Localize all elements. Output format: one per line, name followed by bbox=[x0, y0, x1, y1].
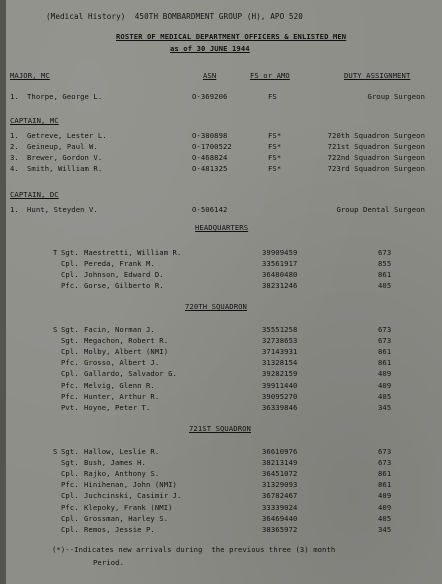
sq721-row-rank: Sgt. bbox=[61, 458, 79, 468]
sq721-row-rank: Pfc. bbox=[61, 502, 79, 512]
sq721-row-name: Hallow, Leslie R. bbox=[84, 447, 160, 456]
sq720-row-rank: Sgt. bbox=[61, 325, 79, 334]
section-captain-mc: CAPTAIN, MC bbox=[10, 116, 59, 125]
hq-row-mos: 855 bbox=[378, 259, 392, 268]
sq720-row-asn: 37143931 bbox=[262, 347, 298, 357]
sq721-row-mos: 345 bbox=[378, 524, 392, 534]
sq721-row-rank: Cpl. bbox=[61, 491, 79, 501]
sq720-row-asn: 36339846 bbox=[262, 402, 298, 412]
officer-number: 1. bbox=[10, 131, 19, 140]
document-header: (Medical History) 450TH BOMBARDMENT GROUP (H), APO 520 bbox=[46, 12, 303, 21]
sq720-row-name: Gallardo, Salvador G. bbox=[84, 369, 177, 379]
officer-asn: O-380898 bbox=[192, 131, 228, 140]
officer-fs: FS* bbox=[268, 153, 282, 162]
roster-title: ROSTER OF MEDICAL DEPARTMENT OFFICERS & ENLISTED MEN bbox=[116, 32, 347, 41]
officer-asn: O-369206 bbox=[192, 92, 228, 101]
sq720-row-rank: Sgt. bbox=[61, 336, 79, 346]
sq720-row-name: Grosso, Albert J. bbox=[84, 358, 160, 368]
sq721-row-name: Remos, Jessie P. bbox=[84, 524, 155, 534]
sq721-row-asn: 38213149 bbox=[262, 458, 298, 468]
sq720-row-mos: 409 bbox=[378, 380, 392, 390]
officer-duty: 721st Squadron Surgeon bbox=[327, 142, 425, 151]
sq721-row-rank: Cpl. bbox=[61, 513, 79, 523]
sq721-row-mos: 673 bbox=[378, 447, 392, 456]
sq720-row-name: Megachon, Robert R. bbox=[84, 336, 169, 346]
section-major: MAJOR, MC bbox=[10, 71, 50, 80]
sq721-row-mark: S bbox=[53, 447, 58, 456]
sq721-row-asn: 36469440 bbox=[262, 513, 298, 523]
sq720-row-mark: S bbox=[53, 325, 58, 334]
sq721-row-asn: 38365972 bbox=[262, 524, 298, 534]
officer-name: Geineup, Paul W. bbox=[27, 142, 98, 151]
officer-asn: O-1700522 bbox=[192, 142, 232, 151]
sq720-row-mos: 673 bbox=[378, 325, 392, 334]
officer-duty: 723rd Squadron Surgeon bbox=[327, 164, 425, 173]
section-captain-dc: CAPTAIN, DC bbox=[10, 190, 59, 199]
hq-row-name: Johnson, Edward D. bbox=[84, 270, 164, 279]
sq720-row-mos: 405 bbox=[378, 391, 392, 401]
column-duty: DUTY ASSIGNMENT bbox=[344, 71, 411, 80]
hq-row-rank: Cpl. bbox=[61, 259, 79, 268]
hq-row-name: Maestretti, William R. bbox=[84, 248, 182, 257]
sq720-row-mos: 673 bbox=[378, 336, 392, 346]
sq721-row-name: Rajko, Anthony S. bbox=[84, 469, 160, 479]
sq721-row-asn: 36451072 bbox=[262, 469, 298, 479]
sq720-row-mos: 409 bbox=[378, 369, 392, 379]
officer-fs: FS* bbox=[268, 131, 282, 140]
sq720-row-rank: Pvt. bbox=[61, 402, 79, 412]
sq721-row-mos: 409 bbox=[378, 502, 392, 512]
sq720-row-rank: Pfc. bbox=[61, 358, 79, 368]
sq720-row-rank: Pfc. bbox=[61, 391, 79, 401]
officer-asn: O-468824 bbox=[192, 153, 228, 162]
sq721-row-asn: 33339024 bbox=[262, 502, 298, 512]
officer-duty: 720th Squadron Surgeon bbox=[327, 131, 425, 140]
sq721-row-rank: Cpl. bbox=[61, 524, 79, 534]
section-headquarters: HEADQUARTERS bbox=[195, 223, 249, 232]
sq721-row-asn: 36782467 bbox=[262, 491, 298, 501]
sq720-row-asn: 32738653 bbox=[262, 336, 298, 346]
officer-number: 2. bbox=[10, 142, 19, 151]
officer-name: Smith, William R. bbox=[27, 164, 103, 173]
officer-fs: FS bbox=[268, 92, 277, 101]
officer-duty: Group Dental Surgeon bbox=[336, 205, 425, 214]
sq720-row-name: Hunter, Arthur R. bbox=[84, 391, 160, 401]
hq-row-asn: 33561917 bbox=[262, 259, 298, 268]
sq720-row-name: Molby, Albert (NMI) bbox=[84, 347, 169, 357]
sq720-row-asn: 39095270 bbox=[262, 391, 298, 401]
section-721st-squadron: 721ST SQUADRON bbox=[189, 424, 251, 433]
hq-row-mos: 405 bbox=[378, 281, 392, 290]
sq721-row-name: Grossman, Harley S. bbox=[84, 513, 169, 523]
hq-row-rank: Sgt. bbox=[61, 248, 79, 257]
sq721-row-name: Juchcinski, Casimir J. bbox=[84, 491, 182, 501]
sq721-row-asn: 31329093 bbox=[262, 480, 298, 490]
sq721-row-rank: Sgt. bbox=[61, 447, 79, 456]
footnote-line-1: (*)--Indicates new arrivals during the previous three (3) month bbox=[52, 545, 336, 554]
officer-fs: FS* bbox=[268, 142, 282, 151]
officer-duty: 722nd Squadron Surgeon bbox=[327, 153, 425, 162]
scan-edge bbox=[0, 0, 6, 584]
officer-asn: O-506142 bbox=[192, 205, 228, 214]
sq721-row-mos: 409 bbox=[378, 491, 392, 501]
sq721-row-name: Klepoky, Frank (NMI) bbox=[84, 502, 173, 512]
sq721-row-name: Hinihenan, John (NMI) bbox=[84, 480, 177, 490]
sq720-row-mos: 861 bbox=[378, 358, 392, 368]
footnote-line-2: Period. bbox=[93, 558, 124, 567]
hq-row-rank: Cpl. bbox=[61, 270, 79, 279]
hq-row-mos: 861 bbox=[378, 270, 392, 279]
hq-row-asn: 39909459 bbox=[262, 248, 298, 257]
officer-fs: FS* bbox=[268, 164, 282, 173]
sq721-row-rank: Pfc. bbox=[61, 480, 79, 490]
sq720-row-asn: 39282159 bbox=[262, 369, 298, 379]
officer-asn: O-481325 bbox=[192, 164, 228, 173]
sq720-row-rank: Cpl. bbox=[61, 369, 79, 379]
sq721-row-mos: 861 bbox=[378, 469, 392, 479]
column-fs: FS or AMO bbox=[250, 71, 290, 80]
sq720-row-asn: 35551258 bbox=[262, 325, 298, 334]
officer-number: 1. bbox=[10, 92, 19, 101]
officer-name: Getreve, Lester L. bbox=[27, 131, 107, 140]
sq721-row-asn: 36610976 bbox=[262, 447, 298, 456]
officer-number: 1. bbox=[10, 205, 19, 214]
hq-row-asn: 36480480 bbox=[262, 270, 298, 279]
hq-row-rank: Pfc. bbox=[61, 281, 79, 290]
hq-row-mos: 673 bbox=[378, 248, 392, 257]
sq720-row-asn: 31328154 bbox=[262, 358, 298, 368]
section-720th-squadron: 720TH SQUADRON bbox=[185, 302, 247, 311]
officer-number: 4. bbox=[10, 164, 19, 173]
hq-row-name: Pereda, Frank M. bbox=[84, 259, 155, 268]
sq721-row-mos: 861 bbox=[378, 480, 392, 490]
sq721-row-mos: 673 bbox=[378, 458, 392, 468]
sq721-row-mos: 405 bbox=[378, 513, 392, 523]
officer-name: Hunt, Steyden V. bbox=[27, 205, 98, 214]
sq720-row-name: Melvig, Glenn R. bbox=[84, 380, 155, 390]
sq720-row-mos: 861 bbox=[378, 347, 392, 357]
sq720-row-asn: 39911440 bbox=[262, 380, 298, 390]
sq720-row-name: Facin, Norman J. bbox=[84, 325, 155, 334]
sq720-row-rank: Pfc. bbox=[61, 380, 79, 390]
sq720-row-rank: Cpl. bbox=[61, 347, 79, 357]
sq720-row-name: Hoyne, Peter T. bbox=[84, 402, 151, 412]
roster-date: as of 30 JUNE 1944 bbox=[170, 44, 250, 53]
officer-duty: Group Surgeon bbox=[367, 92, 425, 101]
column-asn: ASN bbox=[203, 71, 217, 80]
hq-row-asn: 38231246 bbox=[262, 281, 298, 290]
hq-row-name: Gorse, Gilberto R. bbox=[84, 281, 164, 290]
sq720-row-mos: 345 bbox=[378, 402, 392, 412]
sq721-row-name: Bush, James H. bbox=[84, 458, 146, 468]
officer-name: Brewer, Gordon V. bbox=[27, 153, 103, 162]
sq721-row-rank: Cpl. bbox=[61, 469, 79, 479]
officer-number: 3. bbox=[10, 153, 19, 162]
hq-row-mark: T bbox=[53, 248, 58, 257]
officer-name: Thorpe, George L. bbox=[27, 92, 103, 101]
